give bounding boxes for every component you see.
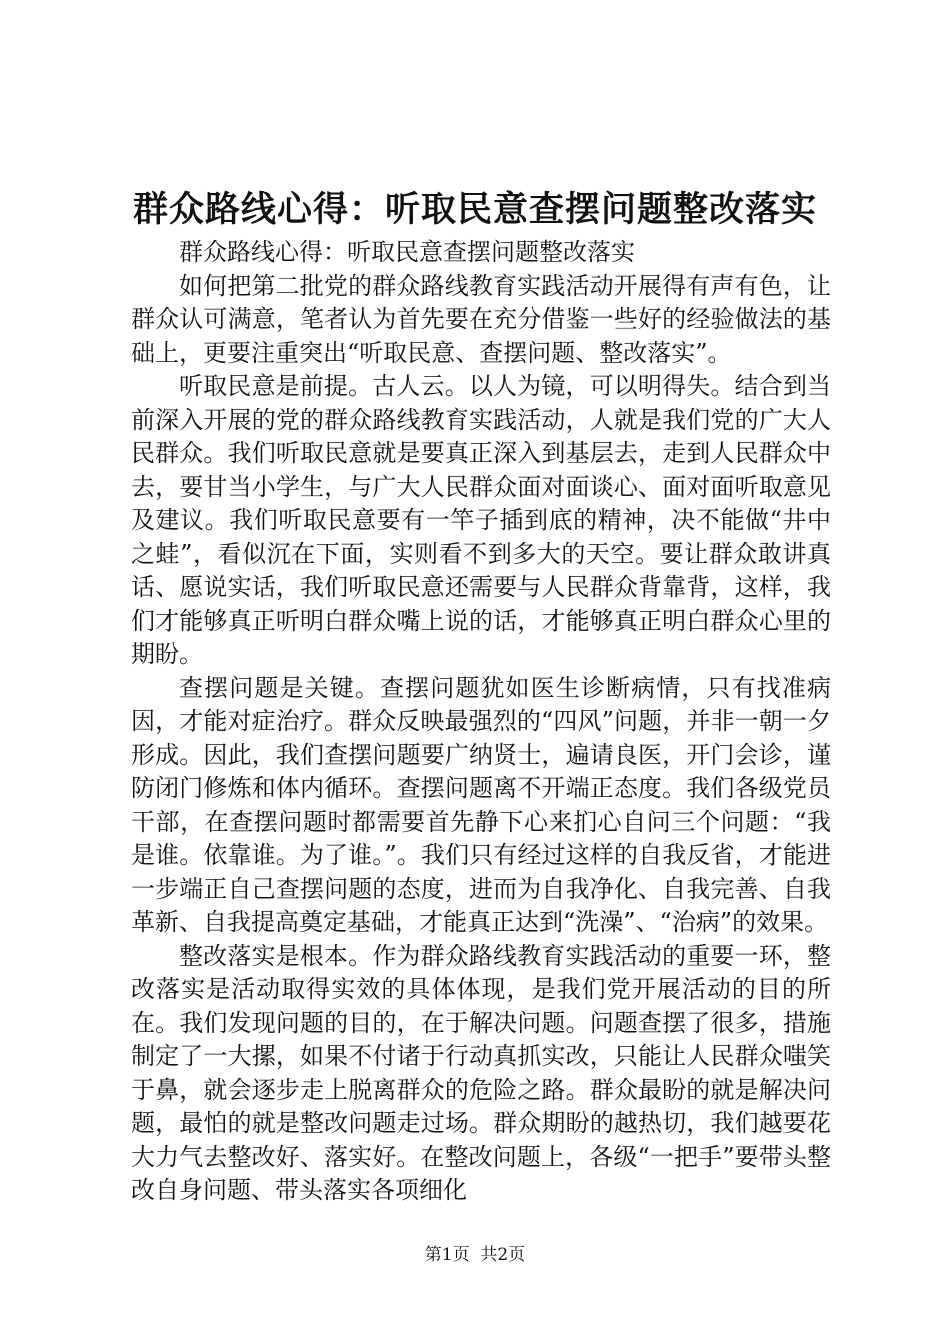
find-problems-paragraph: 查摆问题是关键。查摆问题犹如医生诊断病情，只有找准病因，才能对症治疗。群众反映最强烈的“四风”问题，并非一朝一夕形成。因此，我们查摆问题要广纳贤士，遍请良医，开门会诊，谨防闭门修炼和体内循环。查摆问题离不开端正态度。我们各级党员干部，在查摆问题时都需要首先静下心来扪心自问三个问题：“我是谁。依靠谁。为了谁。”。我们只有经过这样的自我反省，才能进一步端正自己查摆问题的态度，进而为自我净化、自我完善、自我革新、自我提高奠定基础，才能真正达到“洗澡”、“治病”的效果。 (131, 673, 831, 936)
listen-opinion-paragraph: 听取民意是前提。古人云。以人为镜，可以明得失。结合到当前深入开展的党的群众路线教育实践活动，人就是我们党的广大人民群众。我们听取民意就是要真正深入到基层去，走到人民群众中去，要甘当小学生，与广大人民群众面对面谈心、面对面听取意见及建议。我们听取民意要有一竿子插到底的精神，决不能做“井中之蛙”，看似沉在下面，实则看不到多大的天空。要让群众敢讲真话、愿说实话，我们听取民意还需要与人民群众背靠背，这样，我们才能够真正听明白群众嘴上说的话，才能够真正明白群众心里的期盼。 (131, 372, 831, 668)
rectification-paragraph: 整改落实是根本。作为群众路线教育实践活动的重要一环，整改落实是活动取得实效的具体体现，是我们党开展活动的目的所在。我们发现问题的目的，在于解决问题。问题查摆了很多，措施制定了一大摞，如果不付诸于行动真抓实改，只能让人民群众嗤笑于鼻，就会逐步走上脱离群众的危险之路。群众最盼的就是解决问题，最怕的就是整改问题走过场。群众期盼的越热切，我们越要花大力气去整改好、落实好。在整改问题上，各级“一把手”要带头整改自身问题、带头落实各项细化 (131, 941, 831, 1204)
page-footer (0, 1244, 950, 1266)
document-body (131, 236, 831, 1208)
intro-paragraph: 如何把第二批党的群众路线教育实践活动开展得有声有色，让群众认可满意，笔者认为首先要在充分借鉴一些好的经验做法的基础上，更要注重突出“听取民意、查摆问题、整改落实”。 (131, 271, 831, 367)
document-title: 群众路线心得：听取民意查摆问题整改落实 (132, 189, 817, 230)
page-number: 第1页 (424, 1245, 470, 1265)
subtitle-paragraph: 群众路线心得：听取民意查摆问题整改落实 (179, 238, 635, 266)
total-pages: 共2页 (480, 1245, 526, 1265)
